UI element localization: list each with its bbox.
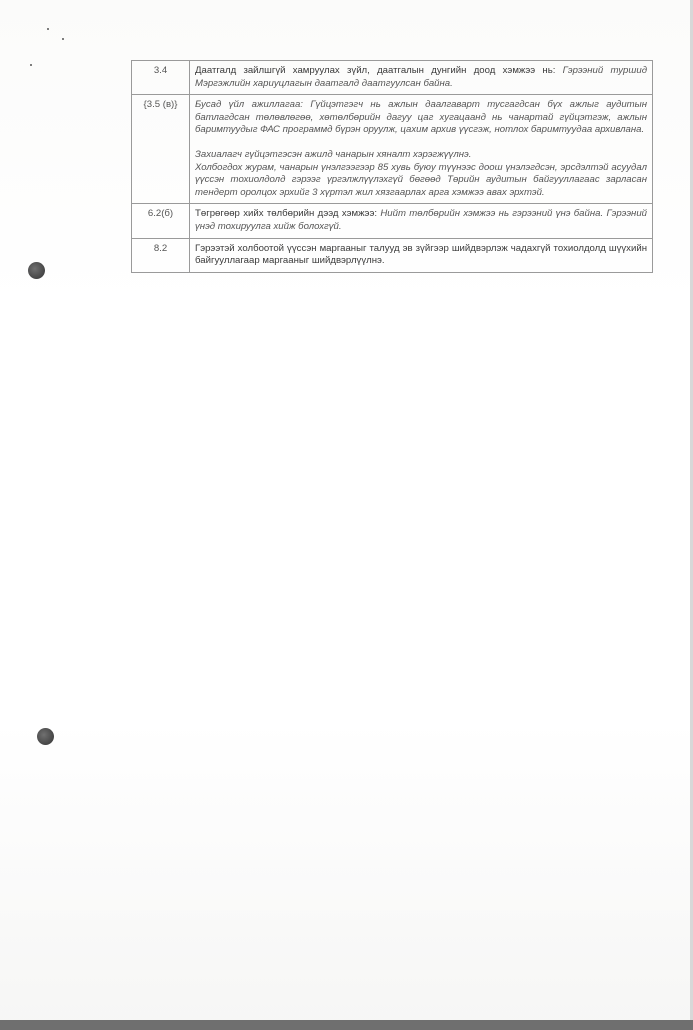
clause-number: 8.2 [132,238,190,272]
punch-hole [28,262,45,279]
contract-conditions-table [131,60,653,273]
table-row [132,61,653,95]
clause-text-normal: Төгрөгөөр хийх төлбөрийн дээд хэмжээ: [195,208,378,220]
clause-text-italic: Гэрээний туршид Мэргэжлийн хариуцлагын даатгалд даатгуулсан байна. [195,65,647,89]
clause-number: 6.2(б) [132,204,190,238]
clause-text-normal: Гэрээтэй холбоотой үүссэн маргааныг талууд эв зүйгээр шийдвэрлэж чадахгүй тохиолдолд шүүхийн байгууллагаар маргааныг шийдвэрлүүлнэ. [195,242,647,267]
table-row [132,238,653,272]
clause-text [190,204,653,238]
clause-number: {3.5 (в)} [132,95,190,204]
clause-text [190,61,653,95]
punch-hole [37,728,54,745]
clause-text [190,95,653,204]
dust-speck [62,38,64,40]
clause-paragraph: Захиалагч гүйцэтгэсэн ажилд чанарын хяналт хэрэгжүүлнэ. [195,148,472,160]
dust-speck [47,28,49,30]
page-edge-bottom [0,1020,693,1030]
dust-speck [30,64,32,66]
table-row [132,95,653,204]
paragraph-gap [195,137,647,149]
clause-text [190,238,653,272]
clause-text-normal: Даатгалд зайлшгүй хамруулах зүйл, даатгалын дунгийн доод хэмжээ нь: [195,65,556,76]
clause-paragraph: Холбогдох журам, чанарын үнэлгээгээр 85 хувь буюу түүнээс доош үнэлэгдсэн, эрсдэлтэй асуудал үүссэн тохиолдолд гэрээг үргэлжлүүлэхгүй бөгөөд Төрийн аудитын байгууллагаас зарласан тендерт оролцох эрхийг 3 хүртэл жил хязгаарлах арга хэмжээ авах эрхтэй. [195,161,647,198]
clause-paragraph: Бусад үйл ажиллагаа: Гүйцэтгэгч нь ажлын даалгаварт тусгагдсан бүх ажлыг аудитын батлагдсан төлөвлөгөө, хөтөлбөрийн дагуу цаг хугацаанд нь чанартай гүйцэтгэж, ажлын баримтуудыг ФАС программд бүрэн оруулж, цахим архив үүсгэж, нотлох баримтуудаа архивлана. [195,99,647,136]
clause-number: 3.4 [132,61,190,95]
table-row [132,204,653,238]
clause-text-italic: Нийт төлбөрийн хэмжээ нь гэрээний үнэ байна. Гэрээний үнэд тохируулга хийж болохгүй. [195,208,648,232]
